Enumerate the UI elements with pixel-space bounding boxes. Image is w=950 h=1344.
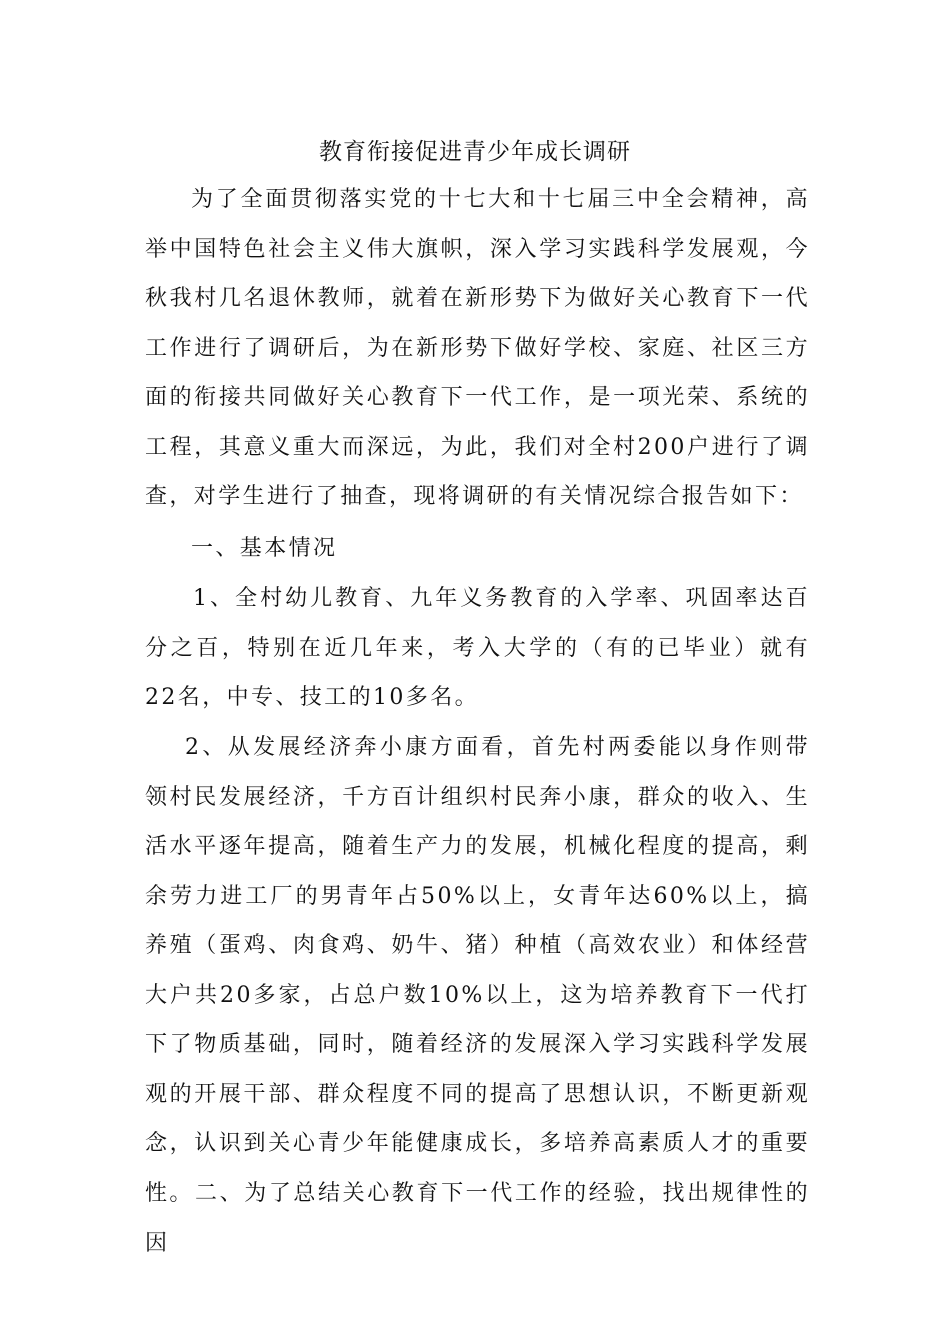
paragraph-intro: 为了全面贯彻落实党的十七大和十七届三中全会精神，高举中国特色社会主义伟大旗帜，深入学习实践科学发展观，今秋我村几名退休教师，就着在新形势下为做好关心教育下一代工作进行了调研后，为在新形势下做好学校、家庭、社区三方面的衔接共同做好关心教育下一代工作，是一项光荣、系统的工程，其意义重大而深远，为此，我们对全村200户进行了调查，对学生进行了抽查，现将调研的有关情况综合报告如下： bbox=[145, 187, 810, 509]
paragraph-item-1: 1、全村幼儿教育、九年义务教育的入学率、巩固率达百分之百，特别在近几年来，考入大学的（有的已毕业）就有22名，中专、技工的10多名。 bbox=[145, 586, 810, 710]
document-title: 教育衔接促进青少年成长调研 bbox=[319, 139, 631, 165]
section-heading-second: 二、为了总结关心教育下一代工作的经验，找出规律性的因 bbox=[145, 1181, 810, 1256]
paragraph-item-2: 2、从发展经济奔小康方面看，首先村两委能以身作则带领村民发展经济，千方百计组织村民奔小康，群众的收入、生活水平逐年提高，随着生产力的发展，机械化程度的提高，剩余劳力进工厂的男青年占50%以上，女青年达60%以上，搞养殖（蛋鸡、肉食鸡、奶牛、猪）种植（高效农业）和体经营大户共20多家，占总户数10%以上，这为培养教育下一代打下了物质基础，同时，随着经济的发展深入学习实践科学发展观的开展干部、群众程度不同的提高了思想认识，不断更新观念，认识到关心青少年能健康成长，多培养高素质人才的重要性。 bbox=[145, 735, 810, 1206]
section-heading-basic: 一、基本情况 bbox=[191, 536, 338, 561]
